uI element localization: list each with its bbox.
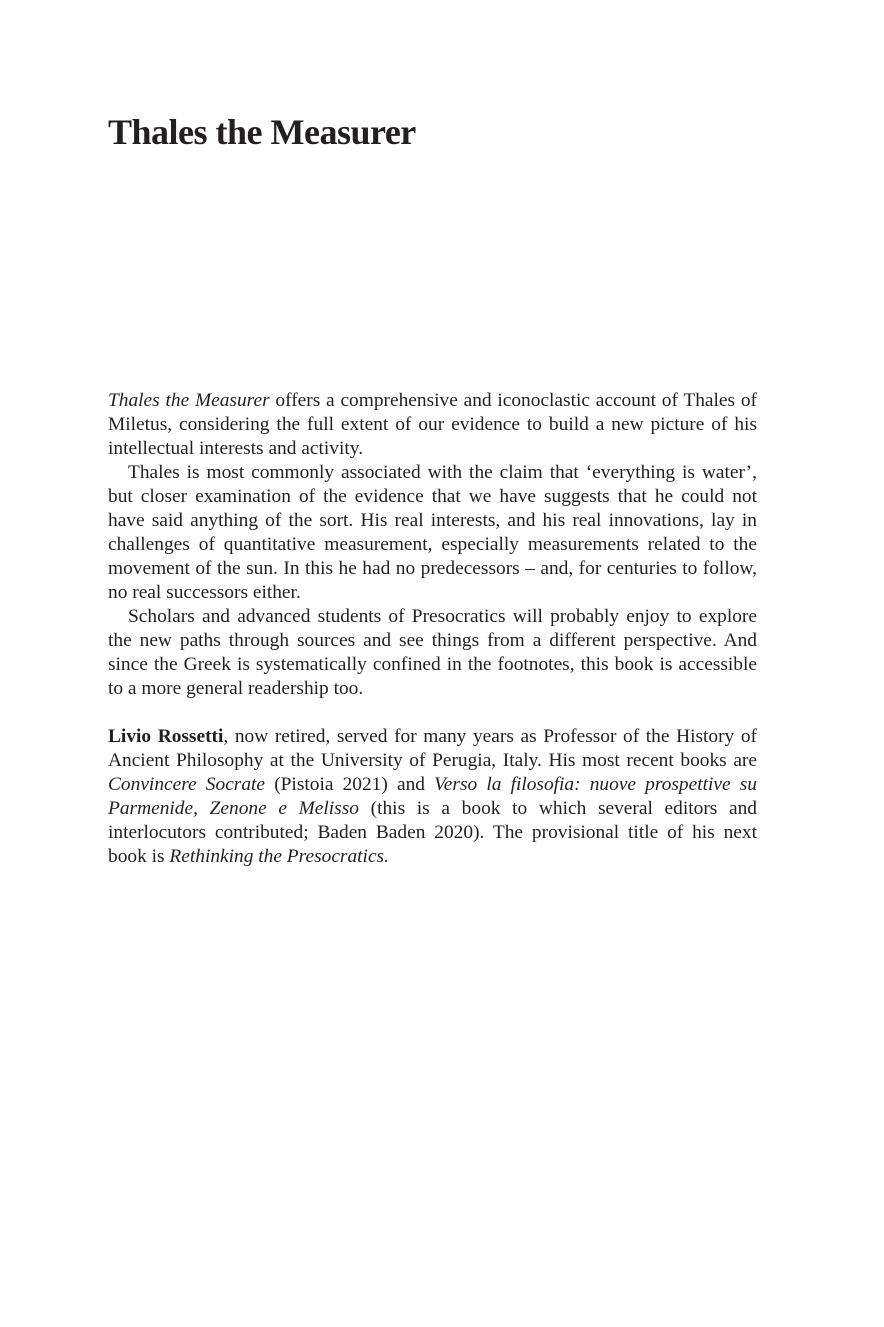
author-bio-paragraph [108, 725, 757, 869]
bio-book-1: Convincere Socrate [108, 774, 266, 795]
description-paragraph-1-text: offers a comprehensive and iconoclastic account of Thales of Miletus, considering the full extent of our evidence to build a new picture of his intellectual interests and activity. [108, 390, 757, 459]
description-paragraph-2: Thales is most commonly associated with the claim that ‘everything is water’, but closer examination of the evidence that we have suggests that he could not have said anything of the sort. His real interests, and his real innovations, lay in challenges of quantitative measurement, especially measurements related to the movement of the sun. In this he had no predecessors – and, for centuries to follow, no real successors either. [108, 462, 757, 603]
bio-text-1: , now retired, served for many years as Professor of the History of Ancient Philosophy at the University of Perugia, Italy. His most recent books are [108, 726, 757, 771]
description-paragraph-3: Scholars and advanced students of Presocratics will probably enjoy to explore the new paths through sources and see things from a different perspective. And since the Greek is systematically confined in the footnotes, this book is accessible to a more general readership too. [108, 606, 757, 699]
page-title: Thales the Measurer [108, 112, 416, 152]
bio-text-3: (this is a book to which several editors and interlocutors contributed; Baden Baden 2020). The provisional title of his next book is [108, 798, 757, 867]
bio-book-2: Verso la filosofia: nuove prospettive su Parmenide, Zenone e Melisso [108, 774, 757, 819]
author-name: Livio Rossetti [108, 726, 224, 747]
bio-text-2: (Pistoia 2021) and [265, 774, 435, 795]
author-bio [108, 725, 757, 869]
book-description [108, 389, 757, 701]
book-title-italic: Thales the Measurer [108, 390, 270, 411]
description-paragraph-1 [108, 389, 757, 461]
bio-book-3: Rethinking the Presocratics. [169, 846, 389, 867]
